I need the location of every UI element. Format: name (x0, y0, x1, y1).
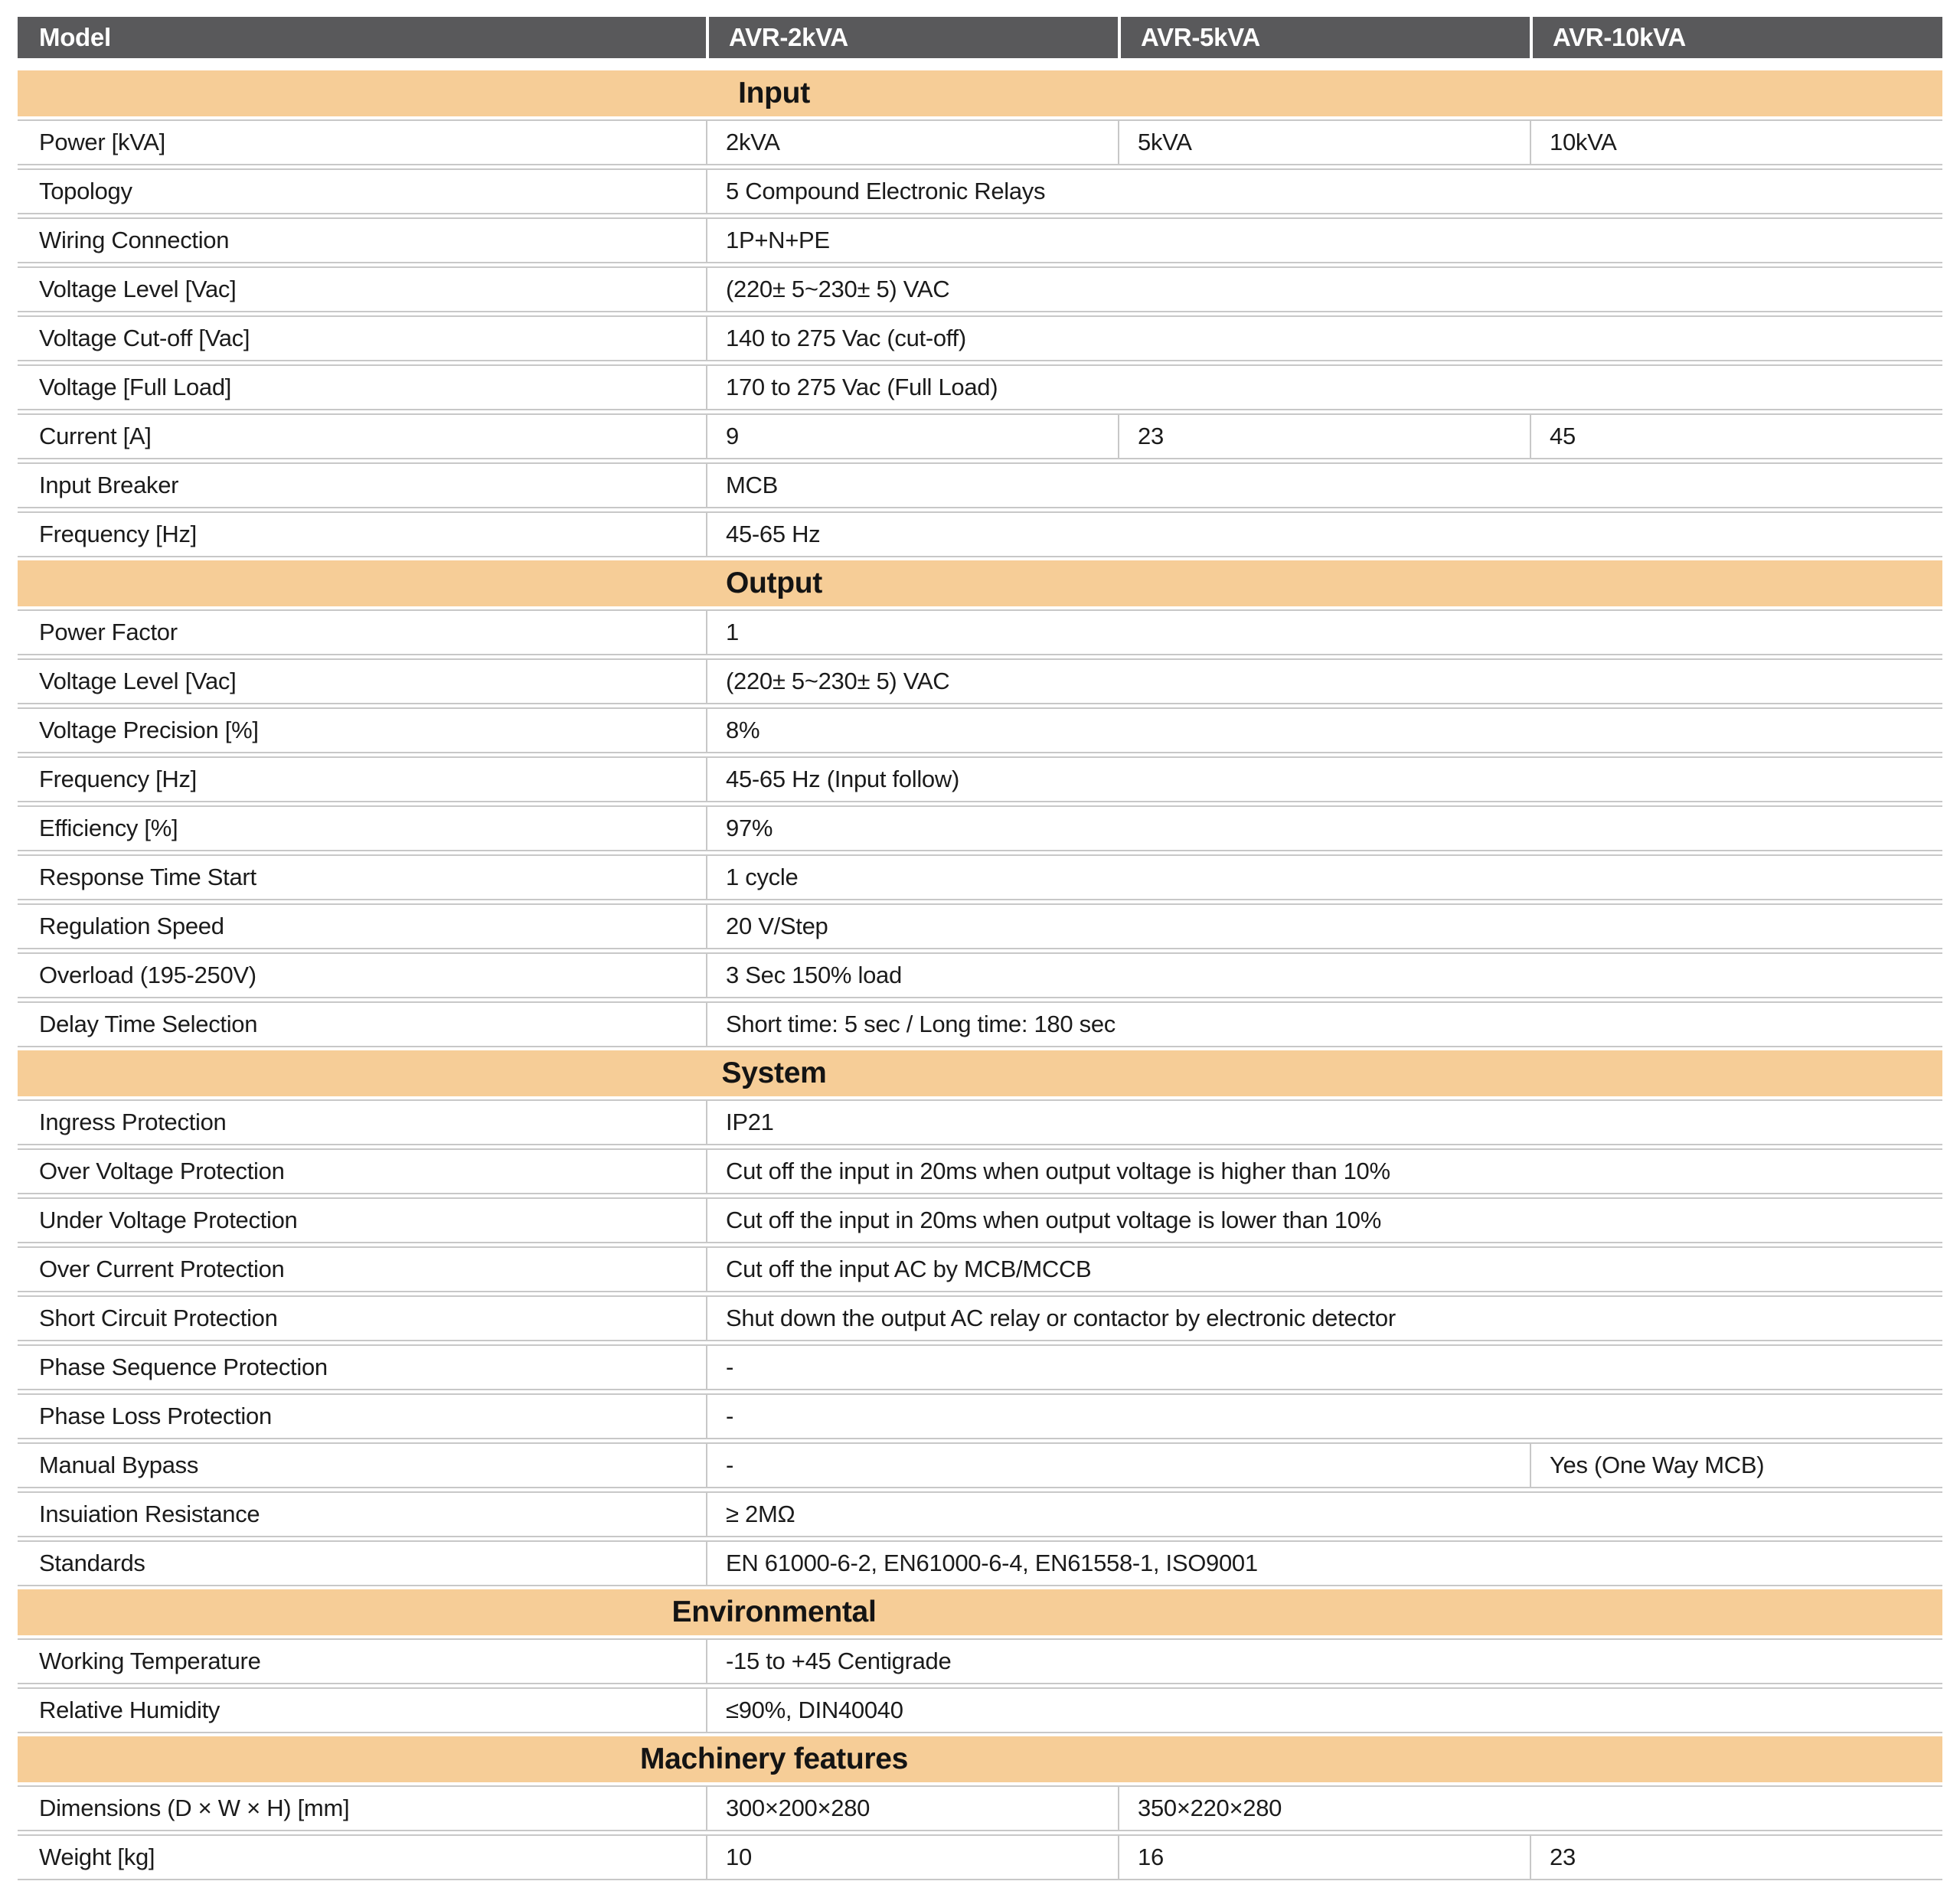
section-header-output (18, 560, 1942, 606)
row-value: 2kVA (706, 119, 1118, 165)
table-row (18, 854, 1942, 900)
row-label: Overload (195-250V) (18, 952, 706, 998)
row-label: Over Voltage Protection (18, 1148, 706, 1194)
row-label: Voltage Cut-off [Vac] (18, 315, 706, 361)
table-row (18, 266, 1942, 312)
row-value: 5kVA (1118, 119, 1530, 165)
row-label: Frequency [Hz] (18, 756, 706, 802)
row-value: 140 to 275 Vac (cut-off) (706, 315, 1942, 361)
spec-table (18, 14, 1942, 1883)
row-label: Frequency [Hz] (18, 511, 706, 557)
row-value: 1P+N+PE (706, 217, 1942, 263)
row-value: - (706, 1393, 1942, 1439)
row-value: - (706, 1442, 1530, 1488)
section-title-cell (18, 1589, 1942, 1635)
row-label: Ingress Protection (18, 1099, 706, 1145)
row-value: 23 (1118, 413, 1530, 459)
row-label: Dimensions (D × W × H) [mm] (18, 1785, 706, 1831)
row-label: Standards (18, 1540, 706, 1586)
row-value: Yes (One Way MCB) (1530, 1442, 1942, 1488)
table-row (18, 1001, 1942, 1047)
table-row (18, 658, 1942, 704)
section-title-cell (18, 70, 1942, 116)
row-value: - (706, 1344, 1942, 1390)
column-header-model: Model (18, 17, 706, 58)
table-row (18, 756, 1942, 802)
table-row (18, 1344, 1942, 1390)
table-row (18, 1442, 1942, 1488)
row-label: Weight [kg] (18, 1834, 706, 1880)
row-value: 20 V/Step (706, 903, 1942, 949)
row-value: 300×200×280 (706, 1785, 1118, 1831)
table-row (18, 1246, 1942, 1292)
row-label: Working Temperature (18, 1638, 706, 1684)
row-value: 10kVA (1530, 119, 1942, 165)
row-label: Voltage Level [Vac] (18, 266, 706, 312)
row-value: (220± 5~230± 5) VAC (706, 658, 1942, 704)
row-label: Power Factor (18, 609, 706, 655)
table-row (18, 1638, 1942, 1684)
row-value: 45-65 Hz (706, 511, 1942, 557)
row-label: Input Breaker (18, 462, 706, 508)
row-label: Delay Time Selection (18, 1001, 706, 1047)
table-row (18, 952, 1942, 998)
row-value: -15 to +45 Centigrade (706, 1638, 1942, 1684)
model-header-row (18, 17, 1942, 58)
row-label: Short Circuit Protection (18, 1295, 706, 1341)
spec-table-body (18, 70, 1942, 1880)
row-value: (220± 5~230± 5) VAC (706, 266, 1942, 312)
table-row (18, 315, 1942, 361)
row-value: 9 (706, 413, 1118, 459)
table-row (18, 217, 1942, 263)
table-row (18, 903, 1942, 949)
row-value: Cut off the input AC by MCB/MCCB (706, 1246, 1942, 1292)
row-value: 97% (706, 805, 1942, 851)
table-row (18, 1393, 1942, 1439)
section-title: System (721, 1057, 827, 1089)
section-title-cell (18, 1736, 1942, 1782)
row-label: Over Current Protection (18, 1246, 706, 1292)
row-value: 16 (1118, 1834, 1530, 1880)
table-row (18, 1099, 1942, 1145)
column-header-avr-5kva: AVR-5kVA (1118, 17, 1530, 58)
table-row (18, 462, 1942, 508)
row-value: ≤90%, DIN40040 (706, 1687, 1942, 1733)
table-row (18, 511, 1942, 557)
row-value: 1 cycle (706, 854, 1942, 900)
row-label: Regulation Speed (18, 903, 706, 949)
row-value: 170 to 275 Vac (Full Load) (706, 364, 1942, 410)
table-row (18, 1687, 1942, 1733)
row-value: 45-65 Hz (Input follow) (706, 756, 1942, 802)
section-title: Environmental (671, 1595, 877, 1628)
section-header-system (18, 1050, 1942, 1096)
row-value: 350×220×280 (1118, 1785, 1942, 1831)
row-value: Short time: 5 sec / Long time: 180 sec (706, 1001, 1942, 1047)
row-label: Power [kVA] (18, 119, 706, 165)
table-row (18, 1148, 1942, 1194)
row-label: Response Time Start (18, 854, 706, 900)
table-row (18, 1491, 1942, 1537)
row-value: Cut off the input in 20ms when output voltage is higher than 10% (706, 1148, 1942, 1194)
row-label: Voltage Level [Vac] (18, 658, 706, 704)
table-row (18, 119, 1942, 165)
row-label: Voltage [Full Load] (18, 364, 706, 410)
column-header-avr-2kva: AVR-2kVA (706, 17, 1118, 58)
section-title-cell (18, 1050, 1942, 1096)
table-row (18, 805, 1942, 851)
section-header-input (18, 70, 1942, 116)
row-value: 1 (706, 609, 1942, 655)
row-value: Shut down the output AC relay or contactor by electronic detector (706, 1295, 1942, 1341)
row-value: 8% (706, 707, 1942, 753)
row-label: Insuiation Resistance (18, 1491, 706, 1537)
table-row (18, 1197, 1942, 1243)
row-label: Efficiency [%] (18, 805, 706, 851)
row-value: IP21 (706, 1099, 1942, 1145)
table-row (18, 364, 1942, 410)
table-row (18, 1295, 1942, 1341)
table-row (18, 168, 1942, 214)
table-row (18, 413, 1942, 459)
row-label: Phase Sequence Protection (18, 1344, 706, 1390)
row-label: Manual Bypass (18, 1442, 706, 1488)
row-value: ≥ 2MΩ (706, 1491, 1942, 1537)
row-value: 10 (706, 1834, 1118, 1880)
row-value: Cut off the input in 20ms when output voltage is lower than 10% (706, 1197, 1942, 1243)
row-value: 5 Compound Electronic Relays (706, 168, 1942, 214)
section-title: Machinery features (639, 1742, 909, 1775)
row-label: Voltage Precision [%] (18, 707, 706, 753)
section-title: Output (726, 567, 822, 599)
row-label: Phase Loss Protection (18, 1393, 706, 1439)
row-value: EN 61000-6-2, EN61000-6-4, EN61558-1, ISO9001 (706, 1540, 1942, 1586)
row-value: 45 (1530, 413, 1942, 459)
section-header-machinery-features (18, 1736, 1942, 1782)
table-row (18, 1785, 1942, 1831)
table-row (18, 707, 1942, 753)
row-label: Current [A] (18, 413, 706, 459)
header-spacer (18, 61, 1942, 67)
section-title: Input (738, 77, 810, 109)
row-value: 23 (1530, 1834, 1942, 1880)
table-row (18, 1834, 1942, 1880)
row-label: Relative Humidity (18, 1687, 706, 1733)
table-row (18, 609, 1942, 655)
section-title-cell (18, 560, 1942, 606)
section-header-environmental (18, 1589, 1942, 1635)
row-label: Wiring Connection (18, 217, 706, 263)
row-value: MCB (706, 462, 1942, 508)
row-label: Under Voltage Protection (18, 1197, 706, 1243)
row-value: 3 Sec 150% load (706, 952, 1942, 998)
row-label: Topology (18, 168, 706, 214)
column-header-avr-10kva: AVR-10kVA (1530, 17, 1942, 58)
table-row (18, 1540, 1942, 1586)
